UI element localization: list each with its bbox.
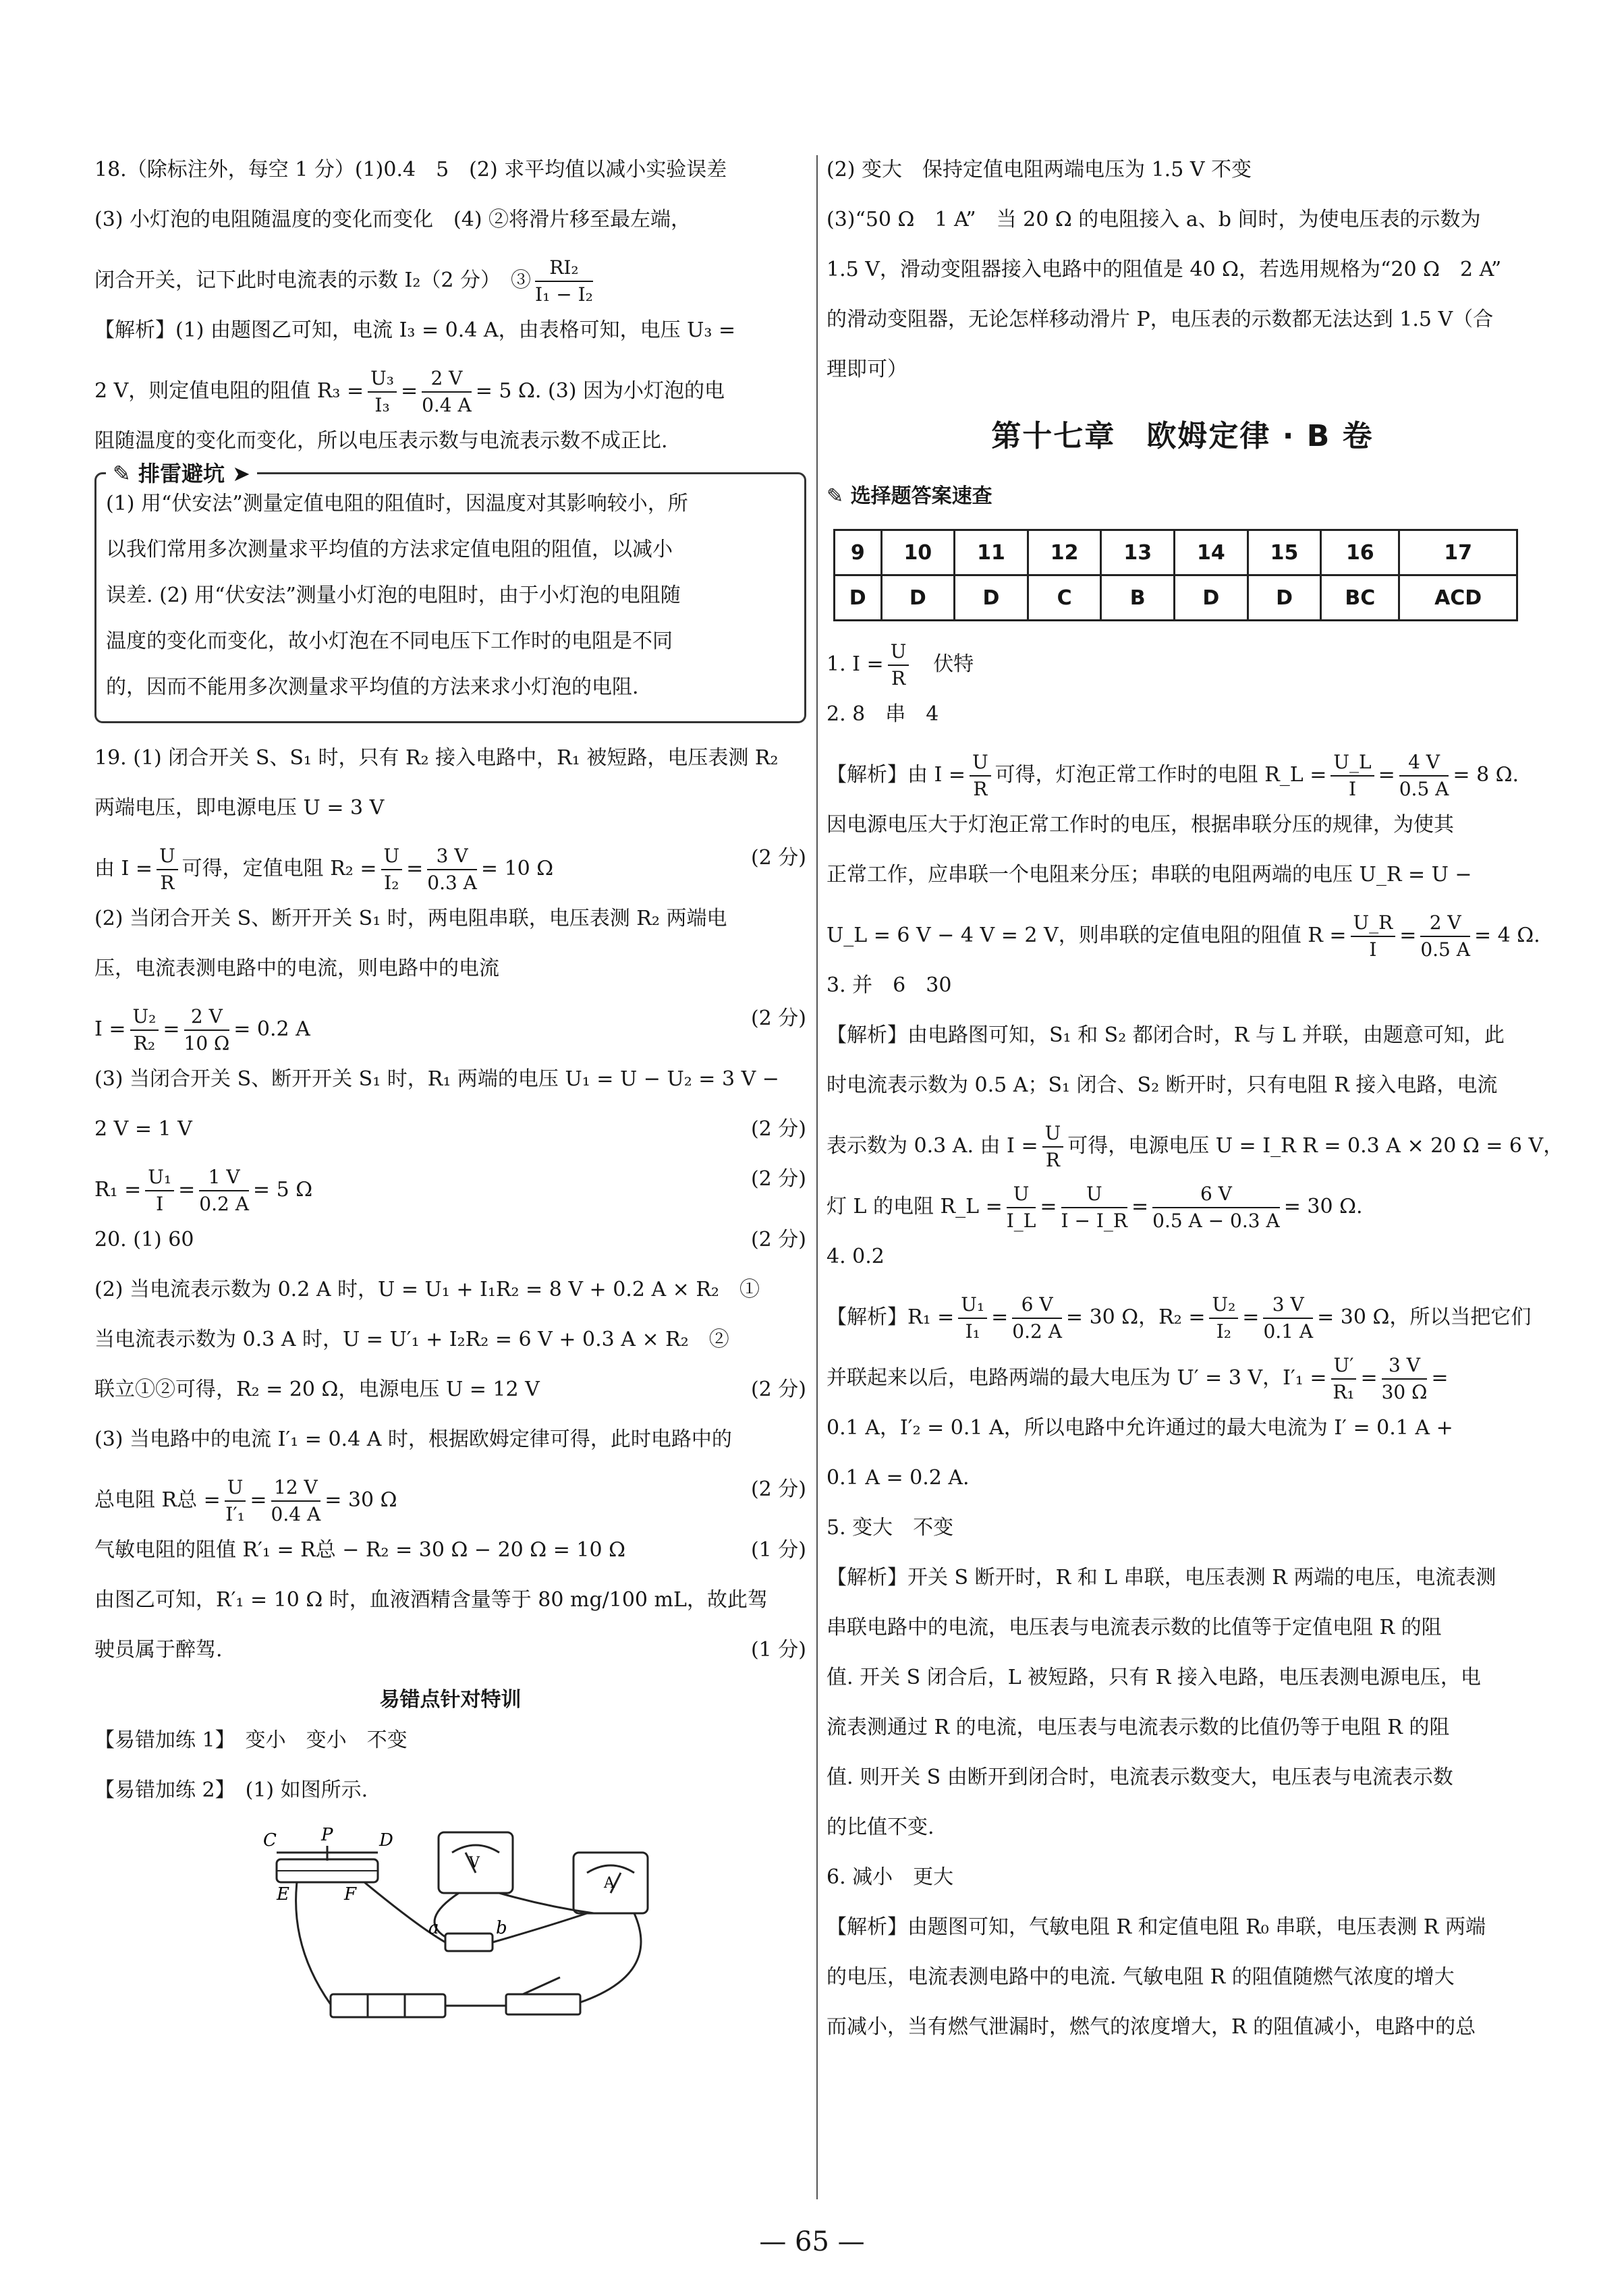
q20-line-3: 当电流表示数为 0.3 A 时，U = U′₁ + I₂R₂ = 6 V + 0.3 A × R₂ ②	[94, 1328, 729, 1351]
q20-line-1: 20. (1) 60 (2 分)	[94, 1225, 806, 1275]
label-f: F	[344, 1884, 357, 1905]
answer-1: 1. I = $\frac{U}{R}$ 伏特	[827, 640, 974, 689]
answer-3-line-4: 表示数为 0.3 A. 由 I = $\frac{U}{R}$ 可得，电源电压 U = I_R R = 0.3 A × 20 Ω = 6 V，	[827, 1122, 1564, 1171]
table-cell: D	[835, 575, 882, 621]
answer-table-numbers	[835, 530, 1517, 575]
answer-2-line-5: U_L = 6 V − 4 V = 2 V，则串联的定值电阻的阻值 R = $\frac{U\_R}{I}$ = $\frac{2 V}{0.5 A}$ = 4 Ω.	[827, 911, 1540, 961]
answer-2-line-4: 正常工作，应串联一个电阻来分压；串联的电阻两端的电压 U_R = U −	[827, 863, 1472, 886]
q19-line-5: 压，电流表测电路中的电流，则电路中的电流	[94, 957, 499, 980]
table-cell: C	[1028, 575, 1101, 621]
extra-practice-2: 【易错加练 2】 (1) 如图所示.	[94, 1778, 368, 1802]
tip-line: (1) 用“伏安法”测量定值电阻的阻值时，因温度对其影响较小，所	[106, 492, 688, 515]
q19-line-2: 两端电压，即电源电压 U = 3 V	[94, 796, 385, 820]
answer-5-line-4: 值. 开关 S 闭合后，L 被短路，只有 R 接入电路，电压表测电源电压，电	[827, 1666, 1481, 1689]
q20-line-4: 联立①②可得，R₂ = 20 Ω，电源电压 U = 12 V (2 分)	[94, 1375, 806, 1425]
answer-4-line-5: 0.1 A = 0.2 A.	[827, 1466, 970, 1490]
section-title: 易错点针对特训	[379, 1688, 522, 1712]
points: (2 分)	[750, 1007, 806, 1030]
q20-line-5: (3) 当电路中的电流 I′₁ = 0.4 A 时，根据欧姆定律可得，此时电路中的	[94, 1428, 732, 1451]
circuit-diagram	[263, 1826, 695, 2028]
q18-line-6: 阻随温度的变化而变化，所以电压表示数与电流表示数不成正比.	[94, 429, 668, 453]
label-d: D	[379, 1830, 393, 1851]
table-cell: 16	[1321, 530, 1399, 575]
table-cell: D	[1248, 575, 1321, 621]
q20-line-6: 总电阻 R总 = $\frac{U}{\text{I′₁}}$ = $\frac{12 V}{0.4 A}$ = 30 Ω (2 分)	[94, 1476, 806, 1525]
answer-2-line-2: 【解析】由 I = $\frac{U}{R}$ 可得，灯泡正常工作时的电阻 R_L = $\frac{U\_L}{I}$ = $\frac{4 V}{0.5 A}$ = 8 Ω.	[827, 751, 1519, 800]
prev-answer-line-2: (3)“50 Ω 1 A” 当 20 Ω 的电阻接入 a、b 间时，为使电压表的示数为	[827, 208, 1481, 231]
q19-line-7: (3) 当闭合开关 S、断开开关 S₁ 时，R₁ 两端的电压 U₁ = U − U₂ = 3 V −	[94, 1067, 779, 1091]
q20-line-8: 由图乙可知，R′₁ = 10 Ω 时，血液酒精含量等于 80 mg/100 mL，故此驾	[94, 1588, 768, 1612]
left-column	[94, 155, 806, 2028]
column-divider	[816, 155, 818, 2199]
table-cell: 11	[955, 530, 1028, 575]
table-cell: 17	[1399, 530, 1517, 575]
answer-table	[833, 529, 1518, 621]
answer-3-line-5: 灯 L 的电阻 R_L = $\frac{U}{I\_L}$ = $\frac{U}{I - I\_R}$ = $\frac{6 V}{0.5 A - 0.3 A}$ = 30 Ω.	[827, 1183, 1363, 1232]
points: (2 分)	[750, 846, 806, 870]
tip-line: 温度的变化而变化，故小灯泡在不同电压下工作时的电阻是不同	[106, 629, 673, 653]
answer-5-line-3: 串联电路中的电流，电压表与电流表示数的比值等于定值电阻 R 的阻	[827, 1616, 1442, 1639]
q18-line-5: 2 V，则定值电阻的阻值 R₃ = $\frac{\text{U₃}}{\text{I₃}}$ = $\frac{2 V}{0.4 A}$ = 5 Ω. (3) 因为小灯泡的电	[94, 367, 725, 416]
points: (2 分)	[750, 1228, 806, 1251]
table-cell: 15	[1248, 530, 1321, 575]
answer-4-line-2: 【解析】R₁ = $\frac{\text{U₁}}{\text{I₁}}$ = $\frac{6 V}{0.2 A}$ = 30 Ω，R₂ = $\frac{\text{U₂}}{\text{I₂}}$ = $\frac{3 V}{0.1 A}$ = 30 Ω，所以当把它们	[827, 1293, 1532, 1343]
q19-line-3: 由 I = $\frac{U}{R}$ 可得，定值电阻 R₂ = $\frac{U}{\text{I₂}}$ = $\frac{3 V}{0.3 A}$ = 10 Ω (2 分)	[94, 845, 806, 894]
answer-2-line-3: 因电源电压大于灯泡正常工作时的电压，根据串联分压的规律，为使其	[827, 813, 1454, 837]
quick-answer-heading: ✎ 选择题答案速查	[827, 484, 992, 508]
points: (1 分)	[750, 1538, 806, 1562]
table-cell: 12	[1028, 530, 1101, 575]
points: (2 分)	[750, 1167, 806, 1191]
table-cell: D	[881, 575, 955, 621]
table-cell: 14	[1175, 530, 1248, 575]
answer-5: 5. 变大 不变	[827, 1516, 954, 1540]
table-cell: D	[955, 575, 1028, 621]
answer-6-line-2: 【解析】由题图可知，气敏电阻 R 和定值电阻 R₀ 串联，电压表测 R 两端	[827, 1915, 1486, 1939]
q18-line-4: 【解析】(1) 由题图乙可知，电流 I₃ = 0.4 A，由表格可知，电压 U₃ =	[94, 318, 736, 342]
answer-3-line-3: 时电流表示数为 0.5 A；S₁ 闭合、S₂ 断开时，只有电阻 R 接入电路，电流	[827, 1073, 1498, 1097]
table-cell: BC	[1321, 575, 1399, 621]
table-cell: 10	[881, 530, 955, 575]
q19-line-9: R₁ = $\frac{\text{U₁}}{I}$ = $\frac{1 V}{0.2 A}$ = 5 Ω (2 分)	[94, 1166, 806, 1215]
tip-box-title: ✎ 排雷避坑 ➤	[106, 457, 257, 488]
q19-line-4: (2) 当闭合开关 S、断开开关 S₁ 时，两电阻串联，电压表测 R₂ 两端电	[94, 907, 727, 930]
prev-answer-line-4: 的滑动变阻器，无论怎样移动滑片 P，电压表的示数都无法达到 1.5 V（合	[827, 308, 1494, 331]
answer-6-line-3: 的电压，电流表测电路中的电流. 气敏电阻 R 的阻值随燃气浓度的增大	[827, 1965, 1455, 1989]
answer-5-line-5: 流表测通过 R 的电流，电压表与电流表示数的比值仍等于电阻 R 的阻	[827, 1716, 1450, 1739]
pencil-icon: ✎	[827, 484, 844, 508]
answer-4-line-3: 并联起来以后，电路两端的最大电压为 U′ = 3 V，I′₁ = $\frac{U'}{\text{R₁}}$ = $\frac{3 V}{30 \Omega}$ =	[827, 1354, 1449, 1403]
q19-line-6: I = $\frac{\text{U₂}}{\text{R₂}}$ = $\frac{2 V}{10 \Omega}$ = 0.2 A (2 分)	[94, 1005, 806, 1054]
q20-line-2: (2) 当电流表示数为 0.2 A 时，U = U₁ + I₁R₂ = 8 V + 0.2 A × R₂ ①	[94, 1278, 760, 1301]
label-p: P	[321, 1826, 333, 1845]
answer-2: 2. 8 串 4	[827, 702, 939, 726]
points: (2 分)	[750, 1117, 806, 1141]
table-cell: D	[1175, 575, 1248, 621]
prev-answer-line-1: (2) 变大 保持定值电阻两端电压为 1.5 V 不变	[827, 158, 1252, 181]
label-v: V	[469, 1855, 480, 1871]
tip-line: 误差. (2) 用“伏安法”测量小灯泡的电阻时，由于小灯泡的电阻随	[106, 584, 681, 607]
answer-table-answers	[835, 575, 1517, 621]
page-number: — 65 —	[759, 2226, 865, 2257]
q20-line-9: 驶员属于醉驾. (1 分)	[94, 1635, 806, 1685]
right-column	[827, 155, 1564, 2062]
table-cell: ACD	[1399, 575, 1517, 621]
switch	[506, 1994, 580, 2014]
prev-answer-line-3: 1.5 V，滑动变阻器接入电路中的阻值是 40 Ω，若选用规格为“20 Ω 2 A”	[827, 258, 1502, 281]
tip-line: 的，因而不能用多次测量求平均值的方法来求小灯泡的电阻.	[106, 675, 639, 699]
answer-3-line-2: 【解析】由电路图可知，S₁ 和 S₂ 都闭合时，R 与 L 并联，由题意可知，此	[827, 1023, 1505, 1047]
q18-line-2: (3) 小灯泡的电阻随温度的变化而变化 (4) ②将滑片移至最左端，	[94, 208, 692, 231]
q18-line-3: 闭合开关，记下此时电流表的示数 I₂（2 分） ③ $\frac{\text{RI₂}}{\text{I₁ − I₂}}$	[94, 255, 806, 316]
label-e: E	[277, 1884, 289, 1905]
answer-5-line-6: 值. 则开关 S 由断开到闭合时，电流表示数变大，电压表与电流表示数	[827, 1766, 1453, 1789]
label-c: C	[263, 1830, 277, 1851]
tip-box	[94, 461, 806, 723]
table-cell: 9	[835, 530, 882, 575]
answer-6-line-4: 而减小，当有燃气泄漏时，燃气的浓度增大，R 的阻值减小，电路中的总	[827, 2015, 1476, 2039]
resistor	[445, 1934, 493, 1951]
prev-answer-line-5: 理即可）	[827, 358, 907, 381]
answer-4: 4. 0.2	[827, 1245, 885, 1268]
answer-5-line-7: 的比值不变.	[827, 1815, 934, 1839]
points: (2 分)	[750, 1477, 806, 1501]
chapter-title: 第十七章 欧姆定律 · B 卷	[991, 419, 1374, 453]
q18-line-1: 18.（除标注外，每空 1 分）(1)0.4 5 (2) 求平均值以减小实验误差	[94, 158, 727, 181]
tip-line: 以我们常用多次测量求平均值的方法求定值电阻的阻值，以减小	[106, 538, 673, 561]
battery	[331, 1994, 445, 2017]
label-amp: A	[604, 1875, 615, 1892]
answer-3: 3. 并 6 30	[827, 974, 952, 997]
q19-line-1: 19. (1) 闭合开关 S、S₁ 时，只有 R₂ 接入电路中，R₁ 被短路，电压表测 R₂	[94, 746, 779, 770]
label-a: a	[428, 1918, 439, 1938]
points: (1 分)	[750, 1638, 806, 1662]
circuit-svg	[263, 1826, 695, 2028]
points: (2 分)	[750, 1378, 806, 1401]
answer-5-line-2: 【解析】开关 S 断开时，R 和 L 串联，电压表测 R 两端的电压，电流表测	[827, 1566, 1496, 1589]
lightbulb-icon: ✎	[113, 461, 131, 486]
extra-practice-1: 【易错加练 1】 变小 变小 不变	[94, 1728, 408, 1752]
answer-4-line-4: 0.1 A，I′₂ = 0.1 A，所以电路中允许通过的最大电流为 I′ = 0.1 A +	[827, 1416, 1453, 1440]
q19-line-8: 2 V = 1 V (2 分)	[94, 1115, 806, 1164]
answer-6: 6. 减小 更大	[827, 1865, 954, 1889]
fraction: $\frac{\text{RI₂}}{\text{I₁ − I₂}}$	[535, 256, 593, 306]
q20-line-7: 气敏电阻的阻值 R′₁ = R总 − R₂ = 30 Ω − 20 Ω = 10 Ω (1 分)	[94, 1535, 806, 1585]
table-cell: 13	[1101, 530, 1175, 575]
table-cell: B	[1101, 575, 1175, 621]
label-b: b	[496, 1918, 507, 1938]
